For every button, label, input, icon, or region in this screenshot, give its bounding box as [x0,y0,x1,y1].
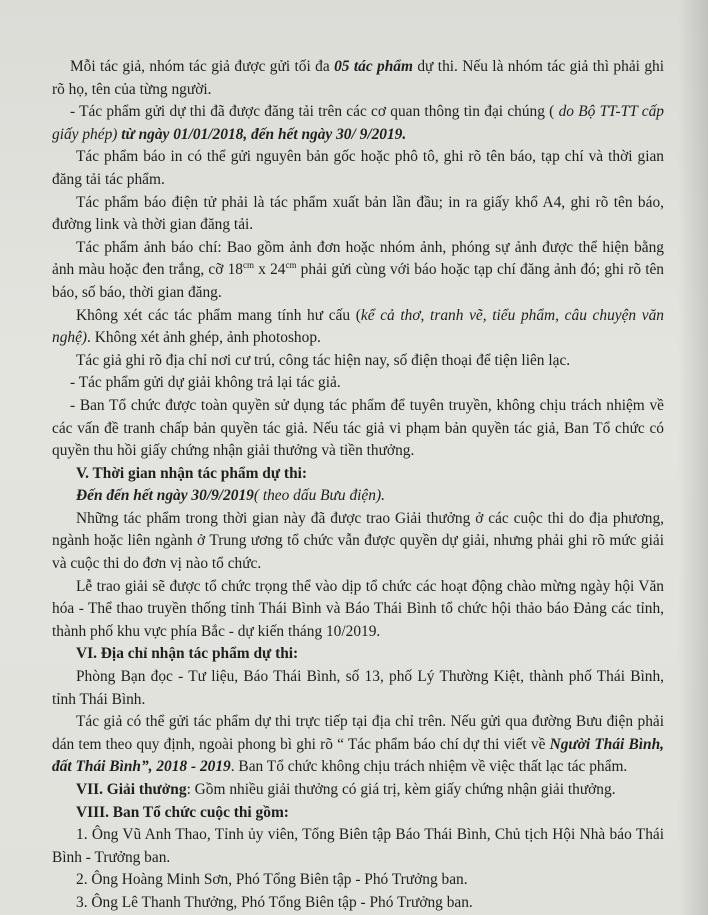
paragraph-photo-works: Tác phẩm ảnh báo chí: Bao gồm ảnh đơn hoặc nhóm ảnh, phóng sự ảnh được thể hiện bằng ảnh màu hoặc đen trắng, cỡ $18^{cm}$ x $24^{cm}$ phải gửi cùng với báo hoặc tạp chí đăng ảnh đó; ghi rõ tên báo, số báo, thời gian đăng. [52,238,665,301]
paragraph-copyright: - Ban Tổ chức được toàn quyền sử dụng tác phẩm để tuyên truyền, không chịu trách nhiệm về các vấn đề tranh chấp bản quyền tác giả. Nếu tác giả vi phạm bản quyền tác giả, Ban Tổ chức có quyền thu hồi giấy chứng nhận giải thưởng và tiền thưởng. [52,396,664,460]
paragraph-online-works: Tác phẩm báo điện tử phải là tác phẩm xuất bản lần đầu; in ra giấy khổ A4, ghi rõ tên báo, đường link và thời gian đăng tải. [52,193,664,234]
document-body [52,56,664,915]
committee-member: 3. Ông Lê Thanh Thưởng, Phó Tổng Biên tập - Phó Trưởng ban. [76,893,473,911]
committee-member: 1. Ông Vũ Anh Thao, Tỉnh ủy viên, Tổng Biên tập Báo Thái Bình, Chủ tịch Hội Nhà báo Thái Bình - Trưởng ban. [52,826,664,866]
paragraph-deadline: Đến đến hết ngày 30/9/2019( theo dấu Bưu điện). [76,487,385,505]
heading-section-6: VI. Địa chỉ nhận tác phẩm dự thi: [76,645,299,663]
heading-section-5: V. Thời gian nhận tác phẩm dự thi: [76,464,308,482]
committee-member: 2. Ông Hoàng Minh Sơn, Phó Tổng Biên tập - Phó Trưởng ban. [76,871,468,889]
paragraph-excluded-works: Không xét các tác phẩm mang tính hư cấu (kể cả thơ, tranh vẽ, tiểu phẩm, câu chuyện văn nghệ). Không xét ảnh ghép, ảnh photoshop. [52,306,664,347]
paragraph-submission-limit: Mỗi tác giả, nhóm tác giả được gửi tối đa 05 tác phẩm dự thi. Nếu là nhóm tác giả thì phải ghi rõ họ, tên của từng người. [52,58,664,98]
paragraph-ceremony: Lễ trao giải sẽ được tổ chức trọng thể vào dịp tổ chức các hoạt động chào mừng ngày hội Văn hóa - Thể thao truyền thống tỉnh Thái Bình và Báo Thái Bình tổ chức hội thảo báo Đảng các tỉnh, thành phố khu vực phía Bắc - dự kiến tháng 10/2019. [52,577,664,640]
paragraph-prior-awards: Những tác phẩm trong thời gian này đã được trao Giải thưởng ở các cuộc thi do địa phương, ngành hoặc liên ngành ở Trung ương tổ chức vẫn được quyền dự giải, nhưng phải ghi rõ mức giải và cuộc thi do đơn vị nào tổ chức. [52,509,664,573]
paragraph-address: Phòng Bạn đọc - Tư liệu, Báo Thái Bình, số 13, phố Lý Thường Kiệt, thành phố Thái Bình, tỉnh Thái Bình. [52,668,664,708]
paragraph-contact-info: Tác giả ghi rõ địa chỉ nơi cư trú, công tác hiện nay, số điện thoại để tiện liên lạc. [76,351,571,369]
paragraph-mailing: Tác giả có thể gửi tác phẩm dự thi trực tiếp tại địa chỉ trên. Nếu gửi qua đường Bưu điện phải dán tem theo quy định, ngoài phong bì ghi rõ “ Tác phẩm báo chí dự thi viết về Người Thái Bình, đất Thái Bình”, 2018 - 2019. Ban Tổ chức không chịu trách nhiệm về việc thất lạc tác phẩm. [52,713,664,776]
paragraph-eligible-publication: - Tác phẩm gửi dự thi đã được đăng tải trên các cơ quan thông tin đại chúng ( do Bộ TT-TT cấp giấy phép) từ ngày 01/01/2018, đến hết ngày 30/ 9/2019. [52,103,664,143]
paragraph-no-return: - Tác phẩm gửi dự giải không trả lại tác giả. [70,374,341,392]
heading-section-8: VIII. Ban Tổ chức cuộc thi gồm: [76,803,289,821]
heading-section-7: VII. Giải thưởng [76,781,187,798]
page-edge-shadow [678,0,708,915]
paragraph-print-works: Tác phẩm báo in có thể gửi nguyên bản gốc hoặc phô tô, ghi rõ tên báo, tạp chí và thời gian đăng tải tác phẩm. [52,148,664,188]
paragraph-prizes: VII. Giải thưởng: Gồm nhiều giải thưởng có giá trị, kèm giấy chứng nhận giải thưởng. [76,781,616,798]
